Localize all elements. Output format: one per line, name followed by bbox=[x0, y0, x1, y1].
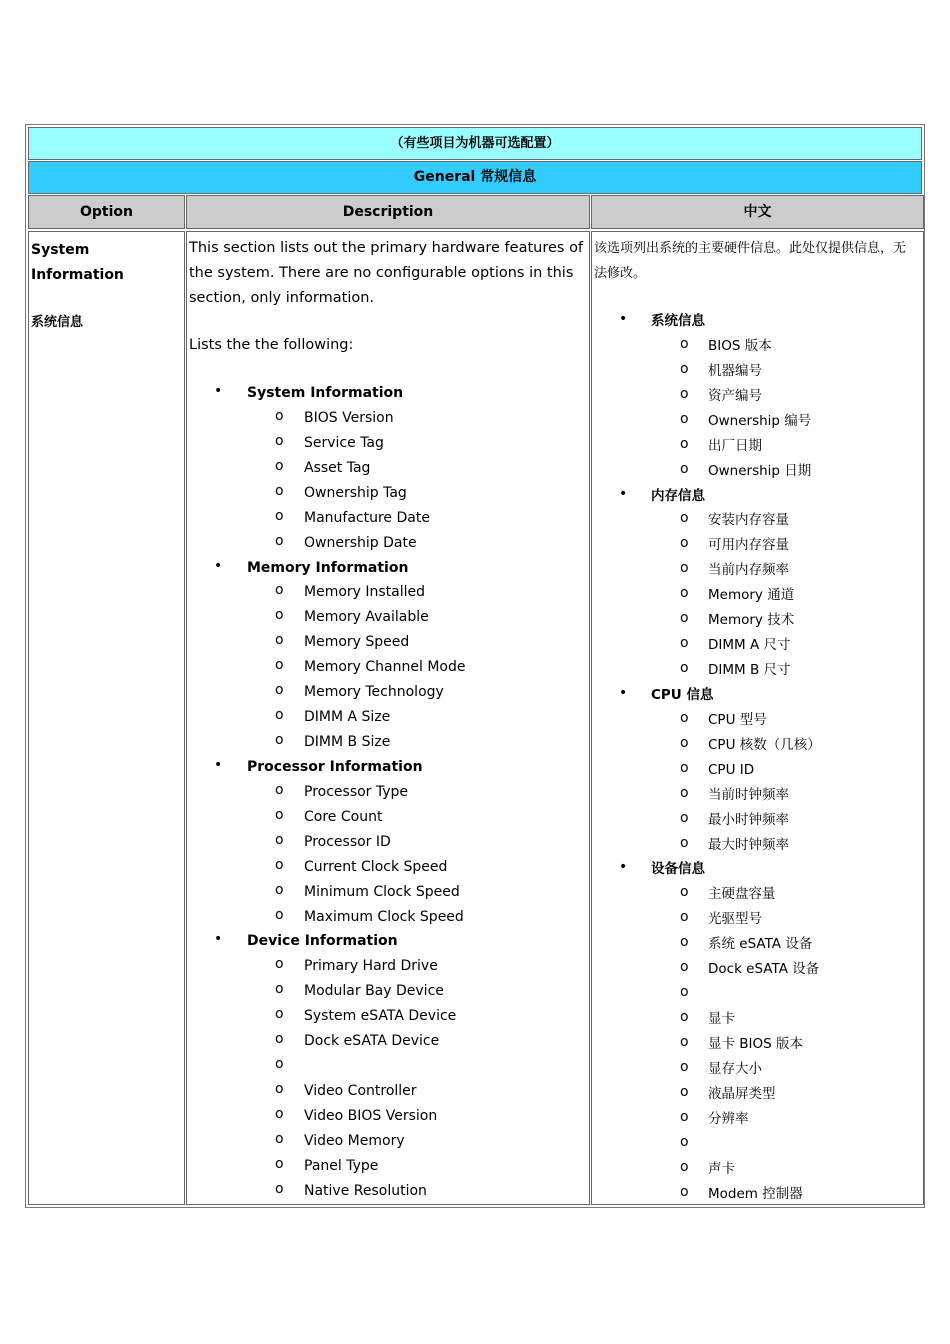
sub-bullet-icon: o bbox=[680, 759, 689, 776]
chinese-list-item: DIMM A 尺寸 bbox=[708, 637, 791, 654]
sub-bullet-icon: o bbox=[275, 682, 284, 699]
chinese-group-title: 设备信息 bbox=[651, 861, 705, 878]
description-list-item: Video BIOS Version bbox=[304, 1107, 438, 1124]
description-list-item: Core Count bbox=[304, 808, 383, 825]
chinese-list-item: Ownership 日期 bbox=[708, 462, 812, 479]
description-list-item: BIOS Version bbox=[304, 409, 394, 426]
chinese-list-item: Memory 通道 bbox=[708, 587, 795, 604]
description-intro: This section lists out the primary hardware features of the system. There are no configurable options in this section, only information. bbox=[189, 240, 584, 306]
chinese-list-item: BIOS 版本 bbox=[708, 337, 772, 354]
sub-bullet-icon: o bbox=[680, 834, 689, 851]
sub-bullet-icon: o bbox=[275, 806, 284, 823]
header-option: Option bbox=[28, 195, 185, 229]
chinese-list-item: Modem 控制器 bbox=[708, 1185, 803, 1202]
sub-bullet-icon: o bbox=[680, 734, 689, 751]
sub-bullet-icon: o bbox=[680, 984, 689, 1001]
chinese-list-item: 当前时钟频率 bbox=[708, 786, 789, 803]
chinese-intro: 该选项列出系统的主要硬件信息。此处仅提供信息，无法修改。 bbox=[594, 241, 907, 281]
chinese-list-item: 出厂日期 bbox=[708, 437, 762, 454]
sub-bullet-icon: o bbox=[680, 784, 689, 801]
bullet-icon: • bbox=[214, 931, 223, 948]
chinese-list-item: 安装内存容量 bbox=[708, 512, 789, 529]
description-list-item: Service Tag bbox=[304, 434, 384, 451]
sub-bullet-icon: o bbox=[680, 1183, 689, 1200]
sub-bullet-icon: o bbox=[680, 709, 689, 726]
sub-bullet-icon: o bbox=[680, 1033, 689, 1050]
chinese-list-item: 声卡 bbox=[708, 1160, 735, 1177]
sub-bullet-icon: o bbox=[275, 1031, 284, 1048]
sub-bullet-icon: o bbox=[680, 360, 689, 377]
bullet-icon: • bbox=[619, 311, 628, 327]
chinese-list-item: CPU ID bbox=[708, 761, 755, 778]
description-list-item: Memory Available bbox=[304, 609, 429, 626]
description-group-title: Device Information bbox=[247, 933, 398, 950]
sub-bullet-icon: o bbox=[680, 460, 689, 477]
chinese-list-item: 分辨率 bbox=[708, 1110, 749, 1127]
bullet-icon: • bbox=[619, 684, 628, 701]
sub-bullet-icon: o bbox=[275, 881, 284, 898]
sub-bullet-icon: o bbox=[680, 435, 689, 452]
description-list-item: Video Memory bbox=[304, 1132, 405, 1149]
banner-text: （有些项目为机器可选配置） bbox=[390, 136, 560, 151]
description-list-item: Manufacture Date bbox=[304, 509, 430, 526]
sub-bullet-icon: o bbox=[275, 856, 284, 873]
sub-bullet-icon: o bbox=[275, 507, 284, 524]
chinese-group-title: 内存信息 bbox=[651, 487, 705, 504]
option-title-line1: System bbox=[31, 242, 90, 258]
description-list-item: Panel Type bbox=[304, 1157, 379, 1174]
sub-bullet-icon: o bbox=[275, 432, 284, 449]
sub-bullet-icon: o bbox=[680, 934, 689, 951]
chinese-list-item: 显卡 bbox=[708, 1011, 735, 1028]
chinese-list-item: CPU 型号 bbox=[708, 711, 767, 728]
description-list-item: Memory Channel Mode bbox=[304, 659, 466, 676]
sub-bullet-icon: o bbox=[275, 781, 284, 798]
chinese-list-item: 液晶屏类型 bbox=[708, 1085, 776, 1102]
sub-bullet-icon: o bbox=[275, 1006, 284, 1023]
description-list-item: Current Clock Speed bbox=[304, 858, 448, 875]
bullet-icon: • bbox=[214, 756, 223, 773]
header-chinese: 中文 bbox=[591, 195, 924, 229]
chinese-list-item: Memory 技术 bbox=[708, 612, 795, 629]
sub-bullet-icon: o bbox=[680, 959, 689, 976]
sub-bullet-icon: o bbox=[275, 1180, 284, 1197]
chinese-list-item: 最小时钟频率 bbox=[708, 811, 789, 828]
description-list-item: Primary Hard Drive bbox=[304, 958, 438, 975]
sub-bullet-icon: o bbox=[680, 635, 689, 652]
section-title: General 常规信息 bbox=[413, 169, 537, 185]
sub-bullet-icon: o bbox=[680, 510, 689, 527]
chinese-list-item: 资产编号 bbox=[708, 387, 762, 404]
sub-bullet-icon: o bbox=[275, 1081, 284, 1098]
sub-bullet-icon: o bbox=[680, 335, 689, 352]
description-list-item: Memory Technology bbox=[304, 684, 444, 701]
sub-bullet-icon: o bbox=[275, 457, 284, 474]
description-list-item: Minimum Clock Speed bbox=[304, 883, 460, 900]
description-list-item: Processor Type bbox=[304, 783, 409, 800]
sub-bullet-icon: o bbox=[680, 809, 689, 826]
sub-bullet-icon: o bbox=[680, 1058, 689, 1075]
description-list-item: Maximum Clock Speed bbox=[304, 908, 464, 925]
sub-bullet-icon: o bbox=[275, 981, 284, 998]
sub-bullet-icon: o bbox=[680, 660, 689, 677]
sub-bullet-icon: o bbox=[275, 582, 284, 599]
description-list-item: Native Resolution bbox=[304, 1182, 427, 1199]
description-group-title: Memory Information bbox=[247, 559, 409, 576]
sub-bullet-icon: o bbox=[680, 884, 689, 901]
sub-bullet-icon: o bbox=[680, 1009, 689, 1026]
description-list-item: System eSATA Device bbox=[304, 1008, 457, 1025]
description-list-item: Video Controller bbox=[304, 1083, 417, 1100]
banner-row bbox=[28, 127, 922, 160]
sub-bullet-icon: o bbox=[680, 1133, 689, 1150]
sub-bullet-icon: o bbox=[680, 1108, 689, 1125]
sub-bullet-icon: o bbox=[275, 831, 284, 848]
sub-bullet-icon: o bbox=[275, 1105, 284, 1122]
option-cell bbox=[28, 231, 185, 1205]
chinese-list-item: 显存大小 bbox=[708, 1060, 762, 1077]
section-title-row bbox=[28, 161, 922, 194]
chinese-list-item: Dock eSATA 设备 bbox=[708, 961, 820, 978]
sub-bullet-icon: o bbox=[275, 407, 284, 424]
bullet-icon: • bbox=[214, 383, 223, 399]
chinese-list-item: DIMM B 尺寸 bbox=[708, 662, 791, 679]
chinese-group-title: CPU 信息 bbox=[651, 686, 714, 703]
sub-bullet-icon: o bbox=[275, 707, 284, 724]
description-list-item: Memory Installed bbox=[304, 584, 426, 601]
chinese-list-item: 当前内存频率 bbox=[708, 562, 789, 579]
sub-bullet-icon: o bbox=[275, 657, 284, 674]
sub-bullet-icon: o bbox=[680, 585, 689, 602]
option-title-line2: Information bbox=[31, 267, 124, 283]
chinese-list-item: 机器编号 bbox=[708, 362, 762, 379]
sub-bullet-icon: o bbox=[275, 1056, 284, 1073]
sub-bullet-icon: o bbox=[275, 482, 284, 499]
description-list-item: Modular Bay Device bbox=[304, 983, 444, 1000]
description-list-item: Processor ID bbox=[304, 833, 391, 850]
chinese-list-item: 光驱型号 bbox=[708, 911, 762, 928]
bullet-icon: • bbox=[619, 859, 628, 876]
settings-table bbox=[25, 124, 925, 1208]
sub-bullet-icon: o bbox=[680, 410, 689, 427]
chinese-list-item: 系统 eSATA 设备 bbox=[708, 936, 813, 953]
header-description: Description bbox=[186, 195, 590, 229]
sub-bullet-icon: o bbox=[275, 1130, 284, 1147]
chinese-list-item: CPU 核数（几核） bbox=[708, 736, 821, 753]
sub-bullet-icon: o bbox=[680, 385, 689, 402]
sub-bullet-icon: o bbox=[680, 1083, 689, 1100]
bullet-icon: • bbox=[214, 557, 223, 574]
sub-bullet-icon: o bbox=[275, 632, 284, 649]
chinese-list-item: 可用内存容量 bbox=[708, 537, 789, 554]
description-cell bbox=[186, 231, 590, 1205]
description-lists-label: Lists the the following: bbox=[189, 337, 354, 353]
chinese-list-item: 最大时钟频率 bbox=[708, 836, 789, 853]
sub-bullet-icon: o bbox=[275, 906, 284, 923]
sub-bullet-icon: o bbox=[275, 607, 284, 624]
chinese-list-item: 显卡 BIOS 版本 bbox=[708, 1035, 804, 1052]
sub-bullet-icon: o bbox=[275, 532, 284, 549]
sub-bullet-icon: o bbox=[680, 1158, 689, 1175]
description-list-item: Ownership Tag bbox=[304, 484, 407, 501]
sub-bullet-icon: o bbox=[275, 732, 284, 749]
description-group-title: Processor Information bbox=[247, 758, 423, 775]
chinese-list-item: Ownership 编号 bbox=[708, 412, 812, 429]
description-list-item: DIMM A Size bbox=[304, 709, 391, 726]
description-list-item: Asset Tag bbox=[304, 459, 371, 476]
sub-bullet-icon: o bbox=[275, 1155, 284, 1172]
description-list-item: Ownership Date bbox=[304, 534, 417, 551]
description-list-item: DIMM B Size bbox=[304, 734, 391, 751]
chinese-cell bbox=[591, 231, 924, 1205]
sub-bullet-icon: o bbox=[680, 909, 689, 926]
bullet-icon: • bbox=[619, 485, 628, 502]
sub-bullet-icon: o bbox=[680, 610, 689, 627]
description-group-title: System Information bbox=[247, 385, 404, 401]
chinese-group-title: 系统信息 bbox=[651, 313, 705, 329]
sub-bullet-icon: o bbox=[680, 535, 689, 552]
chinese-list-item: 主硬盘容量 bbox=[708, 886, 776, 903]
description-list-item: Dock eSATA Device bbox=[304, 1033, 440, 1050]
sub-bullet-icon: o bbox=[275, 956, 284, 973]
option-subtitle: 系统信息 bbox=[31, 315, 84, 330]
description-list-item: Memory Speed bbox=[304, 634, 410, 651]
sub-bullet-icon: o bbox=[680, 560, 689, 577]
